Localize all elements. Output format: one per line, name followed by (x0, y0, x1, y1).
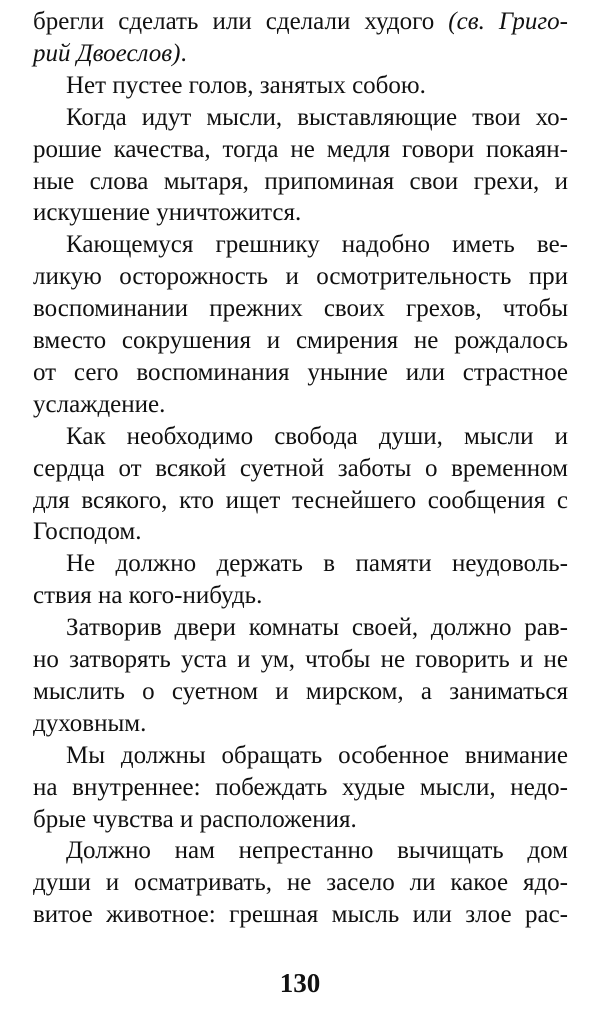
text-line (33, 294, 568, 324)
text-line (33, 262, 568, 292)
text-segment: Не должно держать в памяти неудоволь- (66, 550, 568, 578)
text-segment: Когда идут мысли, выставляющие твои хо- (66, 103, 568, 131)
text-segment: но затворять уста и ум, чтобы не говорить и не (33, 646, 568, 673)
text-line (66, 71, 568, 101)
text-line (33, 805, 568, 835)
text-segment: воспоминании прежних своих грехов, чтобы (33, 295, 568, 323)
text-segment: Как необходимо свобода души, мысли и (66, 422, 568, 450)
text-segment: Затворив двери комнаты своей, должно рав- (66, 614, 568, 642)
text-segment: Кающемуся грешнику надобно иметь ве- (66, 231, 568, 259)
text-segment: вместо сокрушения и смирения не рождалось (33, 327, 568, 354)
text-line (33, 135, 568, 165)
text-segment: Мы должны обращать особенное внимание (66, 741, 568, 769)
text-segment: духовным. (33, 709, 147, 737)
text-line (33, 486, 568, 516)
text-segment: ствия на кого-нибудь. (33, 582, 263, 610)
text-segment: души и осматривать, не засело ли какое ядо- (33, 869, 568, 897)
text-line (66, 836, 568, 866)
text-segment: Нет пустее голов, занятых собою. (66, 71, 426, 99)
text-segment: ные слова мытаря, припоминая свои грехи, и (33, 167, 568, 195)
text-segment: для всякого, кто ищет теснейшего сообщения с (33, 486, 568, 514)
text-line (33, 358, 568, 388)
text-segment: сердца от всякой суетной заботы о временном (33, 454, 568, 482)
text-segment: витое животное: грешная мысль или злое рас- (33, 901, 568, 929)
text-line (66, 613, 568, 643)
text-line (33, 517, 568, 547)
text-line (33, 7, 568, 37)
text-line (66, 549, 568, 579)
text-line (33, 709, 568, 739)
text-line (33, 167, 568, 197)
text-segment: ликую осторожность и осмотрительность при (33, 263, 568, 291)
text-line (33, 390, 568, 420)
text-line (33, 773, 568, 803)
text-segment: . (180, 39, 187, 67)
text-line (33, 198, 568, 228)
text-line (33, 677, 568, 707)
text-line (66, 741, 568, 771)
text-line (33, 900, 568, 930)
text-segment: Должно нам непрестанно вычищать дом (66, 837, 568, 865)
text-line (33, 39, 568, 69)
text-line (33, 581, 568, 611)
text-segment: услаждение. (33, 390, 166, 418)
page-number: 130 (279, 968, 321, 998)
text-line (66, 422, 568, 452)
text-line (66, 230, 568, 260)
text-segment: брые чувства и расположения. (33, 805, 357, 833)
italic-citation: (св. Григо- (448, 8, 568, 35)
text-segment: от сего воспоминания уныние или страстное (33, 358, 568, 386)
text-line (33, 454, 568, 484)
text-segment: на внутреннее: побеждать худые мысли, недо- (33, 773, 568, 801)
text-line (33, 868, 568, 898)
text-segment: рошие качества, тогда не медля говори покаян- (33, 135, 568, 163)
italic-citation: рий Двоеслов) (33, 39, 181, 67)
text-segment: Господом. (33, 518, 142, 546)
text-segment: искушение уничтожится. (33, 199, 302, 227)
text-line (66, 103, 568, 133)
text-segment: брегли сделать или сделали худого (33, 8, 449, 35)
text-segment: мыслить о суетном и мирском, а заниматься (33, 677, 568, 705)
text-line (33, 645, 568, 675)
text-line (33, 326, 568, 356)
